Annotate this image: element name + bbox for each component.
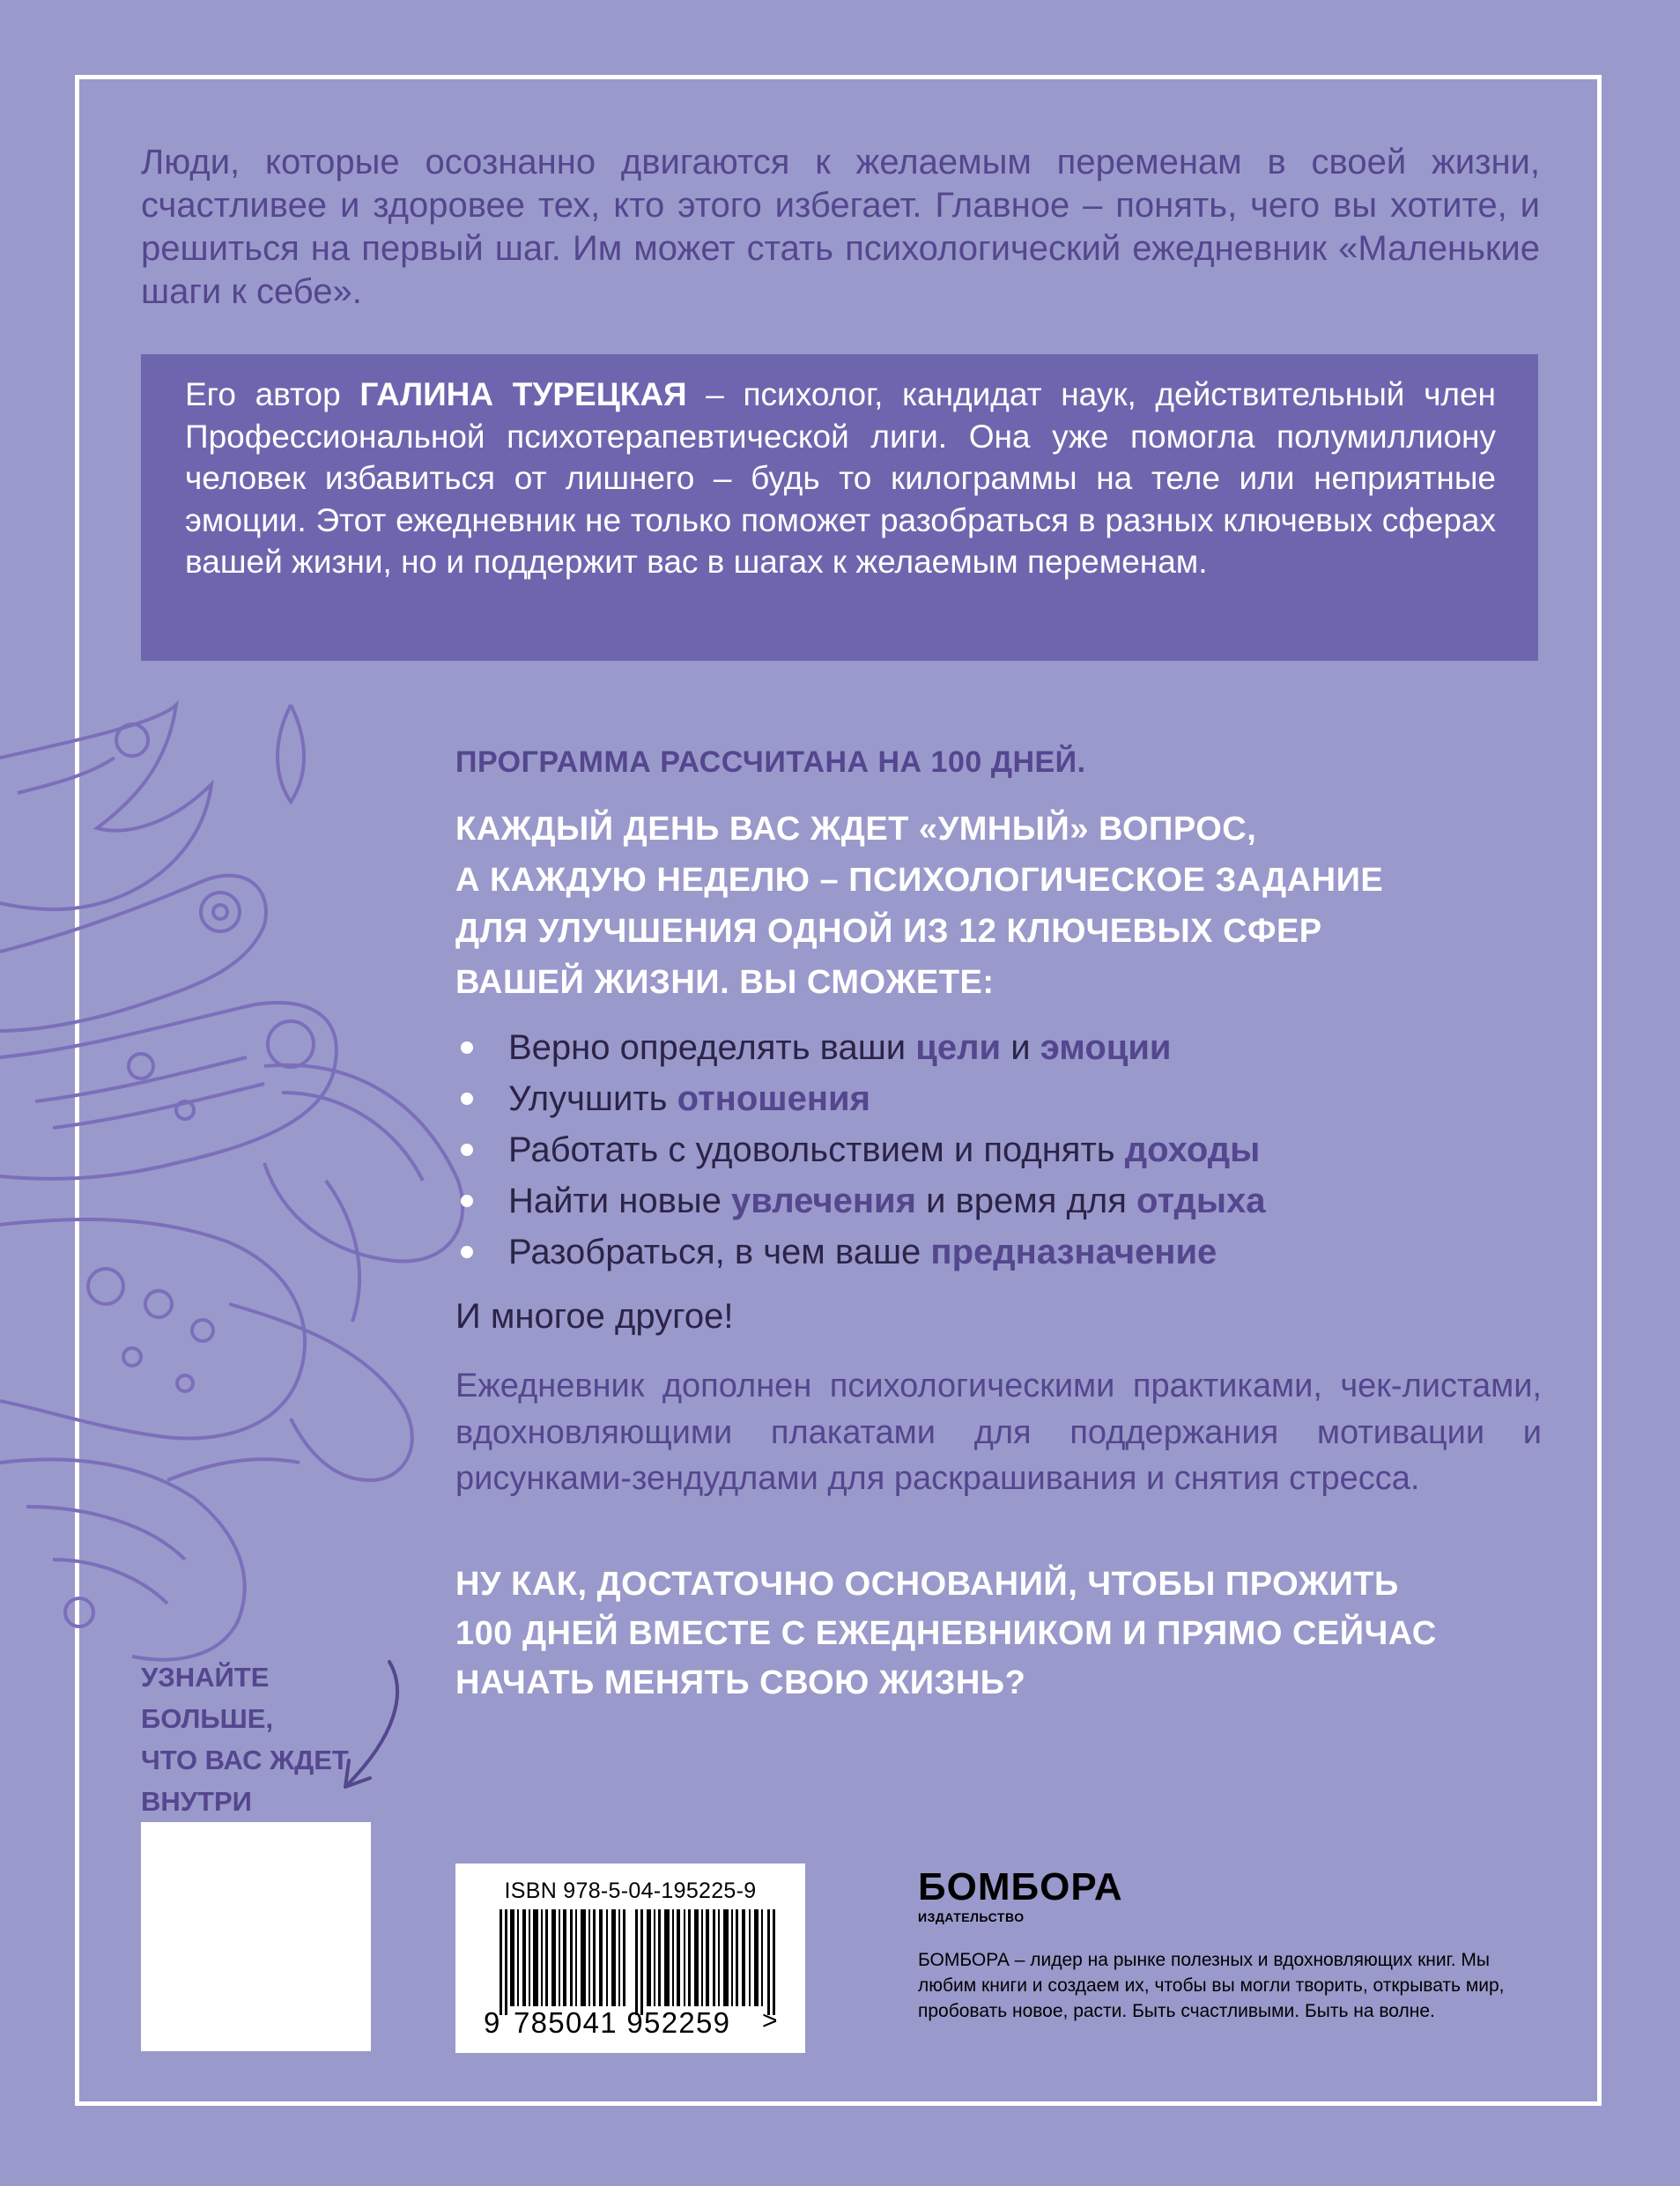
curved-arrow-icon: [326, 1656, 414, 1797]
daily-line: А КАЖДУЮ НЕДЕЛЮ – ПСИХОЛОГИЧЕСКОЕ ЗАДАНИЕ: [455, 862, 1384, 899]
closing-question: [455, 1560, 1513, 1708]
benefit-keyword: предназначение: [930, 1233, 1217, 1271]
benefit-text: Работать с удовольствием и поднять: [508, 1130, 1125, 1169]
benefit-text: Улучшить: [508, 1079, 677, 1118]
bullet-icon: [461, 1093, 473, 1105]
daily-heading: [455, 804, 1513, 1008]
daily-line: ВАШЕЙ ЖИЗНИ. ВЫ СМОЖЕТЕ:: [455, 964, 995, 1001]
qr-code-area: [141, 1822, 371, 2051]
publisher-logo: БОМБОРА: [918, 1865, 1123, 1908]
list-item: [455, 1073, 1266, 1124]
benefit-keyword: увлечения: [730, 1182, 916, 1220]
list-item: [455, 1022, 1266, 1073]
question-line: НУ КАК, ДОСТАТОЧНО ОСНОВАНИЙ, ЧТОБЫ ПРОЖИТЬ: [455, 1566, 1399, 1603]
benefit-text: Найти новые: [508, 1182, 731, 1220]
list-item: [455, 1226, 1266, 1278]
question-line: 100 ДНЕЙ ВМЕСТЕ С ЕЖЕДНЕВНИКОМ И ПРЯМО СЕЙЧАС: [455, 1615, 1437, 1652]
intro-paragraph: Люди, которые осознанно двигаются к желаемым переменам в своей жизни, счастливее и здоровее тех, кто этого избегает. Главное – понять, чего вы хотите, и решиться на первый шаг. Им может стать психологический ежедневник «Маленькие шаги к себе».: [141, 143, 1540, 311]
barcode-quiet-zone-mark: >: [762, 2006, 778, 2035]
author-box: [141, 354, 1538, 661]
benefit-keyword: отношения: [677, 1079, 870, 1118]
publisher-subtitle: ИЗДАТЕЛЬСТВО: [918, 1910, 1025, 1924]
learn-more-line: ЧТО ВАС ЖДЕТ: [141, 1745, 349, 1775]
benefit-keyword: доходы: [1124, 1130, 1261, 1169]
extras-paragraph: Ежедневник дополнен психологическими практиками, чек-листами, вдохновляющими плакатами для поддержания мотивации и рисунками-зендудлами для раскрашивания и снятия стресса.: [455, 1367, 1542, 1497]
benefit-text: и: [1001, 1028, 1040, 1067]
barcode-first-digit: 9: [484, 2006, 500, 2039]
benefit-keyword: отдыха: [1136, 1182, 1266, 1220]
author-paragraph: [185, 374, 1496, 583]
author-text: – психолог, кандидат наук, действительный член Профессиональной психотерапевтической лиги. Она уже помогла полумиллиону человек избавиться от лишнего – будь то килограммы на теле или неприятные эмоции. Этот ежедневник не только поможет разобраться в разных ключевых сферах вашей жизни, но и поддержит вас в шагах к желаемым переменам.: [185, 376, 1496, 580]
daily-line: КАЖДЫЙ ДЕНЬ ВАС ЖДЕТ «УМНЫЙ» ВОПРОС,: [455, 811, 1257, 848]
bullet-icon: [461, 1195, 473, 1207]
learn-more-line: УЗНАЙТЕ БОЛЬШЕ,: [141, 1662, 274, 1734]
learn-more-line: ВНУТРИ: [141, 1786, 252, 1817]
list-item: [455, 1175, 1266, 1226]
author-name: ГАЛИНА ТУРЕЦКАЯ: [359, 376, 687, 412]
mandala-doodle-illustration: [0, 687, 493, 1674]
bullet-icon: [461, 1144, 473, 1156]
more-text: И многое другое!: [455, 1297, 734, 1336]
program-heading: ПРОГРАММА РАССЧИТАНА НА 100 ДНЕЙ.: [455, 745, 1086, 779]
benefit-keyword: эмоции: [1040, 1028, 1172, 1067]
isbn-barcode: [455, 1864, 805, 2053]
benefit-text: и время для: [915, 1182, 1136, 1220]
question-line: НАЧАТЬ МЕНЯТЬ СВОЮ ЖИЗНЬ?: [455, 1664, 1026, 1701]
bullet-icon: [461, 1041, 473, 1054]
barcode-digits: 785041 952259: [514, 2006, 731, 2039]
bullet-icon: [461, 1246, 473, 1258]
benefit-keyword: цели: [915, 1028, 1002, 1067]
benefits-list: [455, 1022, 1266, 1278]
publisher-description: БОМБОРА – лидер на рынке полезных и вдохновляющих книг. Мы любим книги и создаем их, чтобы вы могли творить, открывать мир, пробовать новое, расти. Быть счастливыми. Быть на волне.: [918, 1950, 1505, 2021]
list-item: [455, 1124, 1266, 1175]
isbn-label: ISBN 978-5-04-195225-9: [504, 1878, 757, 1903]
benefit-text: Верно определять ваши: [508, 1028, 916, 1067]
author-prefix: Его автор: [185, 376, 360, 412]
publisher-block: [918, 1866, 1552, 2024]
barcode-bars: [500, 1909, 781, 2015]
daily-line: ДЛЯ УЛУЧШЕНИЯ ОДНОЙ ИЗ 12 КЛЮЧЕВЫХ СФЕР: [455, 913, 1322, 950]
benefit-text: Разобраться, в чем ваше: [508, 1233, 931, 1271]
